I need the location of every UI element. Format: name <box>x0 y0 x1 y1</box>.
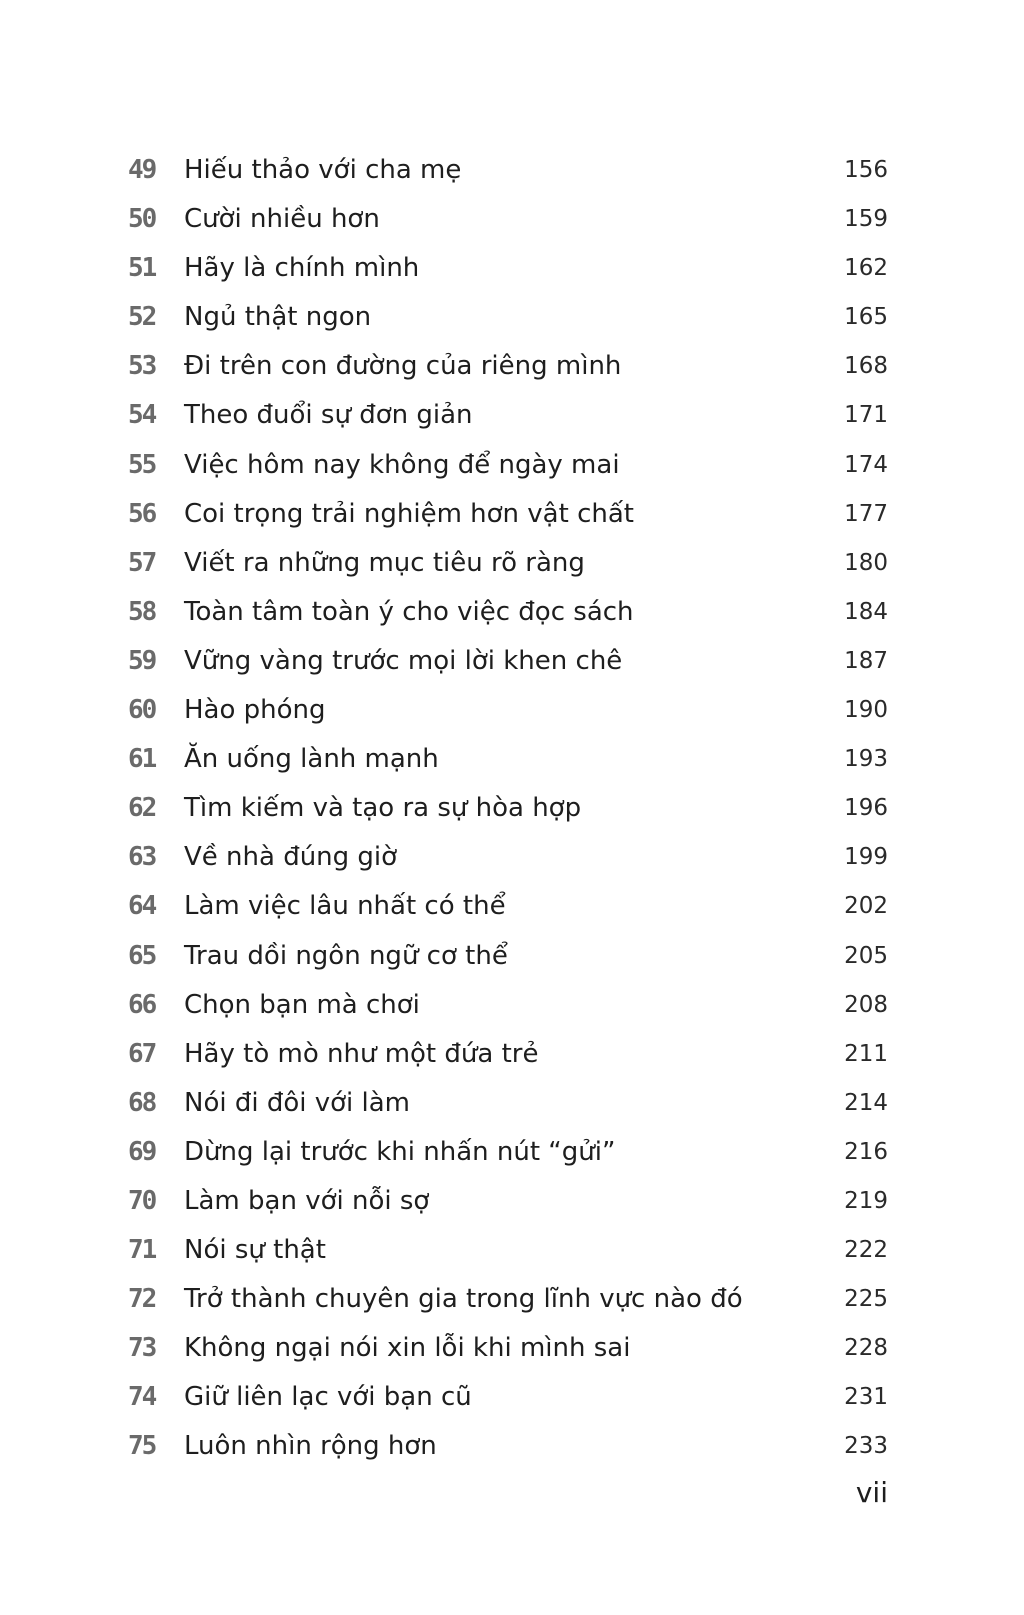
chapter-number: 50 <box>128 204 156 235</box>
toc-entry <box>128 882 888 931</box>
toc-entry <box>128 932 888 981</box>
chapter-title: Luôn nhìn rộng hơn <box>184 1431 437 1462</box>
chapter-title: Trau dồi ngôn ngữ cơ thể <box>184 940 508 971</box>
chapter-page-number: 211 <box>844 1040 888 1067</box>
chapter-number: 55 <box>128 449 156 480</box>
chapter-number: 68 <box>128 1087 156 1118</box>
chapter-page-number: 222 <box>844 1237 888 1264</box>
toc-entry <box>128 441 888 490</box>
toc-entry <box>128 735 888 784</box>
chapter-title: Trở thành chuyên gia trong lĩnh vực nào đó <box>184 1284 743 1315</box>
chapter-page-number: 162 <box>844 255 888 282</box>
chapter-page-number: 231 <box>844 1384 888 1411</box>
chapter-number: 49 <box>128 155 156 185</box>
chapter-page-number: 225 <box>844 1286 888 1313</box>
chapter-number: 53 <box>128 351 156 382</box>
chapter-title: Nói sự thật <box>184 1235 326 1266</box>
chapter-title: Cười nhiều hơn <box>184 204 380 235</box>
chapter-title: Hào phóng <box>184 695 326 726</box>
chapter-number: 66 <box>128 989 156 1020</box>
chapter-number: 57 <box>128 547 156 578</box>
chapter-page-number: 171 <box>844 402 888 429</box>
chapter-page-number: 184 <box>844 598 888 625</box>
toc-entry <box>128 1226 888 1275</box>
chapter-number: 64 <box>128 891 156 922</box>
toc-entry <box>128 1128 888 1177</box>
chapter-page-number: 177 <box>844 500 888 527</box>
toc-entry <box>128 686 888 735</box>
chapter-page-number: 159 <box>844 206 888 233</box>
chapter-number: 63 <box>128 842 156 873</box>
chapter-page-number: 187 <box>844 647 888 674</box>
chapter-title: Dừng lại trước khi nhấn nút “gửi” <box>184 1136 616 1167</box>
chapter-number: 52 <box>128 302 156 333</box>
chapter-page-number: 205 <box>844 942 888 969</box>
chapter-page-number: 233 <box>844 1433 888 1460</box>
chapter-page-number: 208 <box>844 991 888 1018</box>
chapter-title: Ăn uống lành mạnh <box>184 744 439 775</box>
chapter-number: 54 <box>128 400 156 431</box>
chapter-number: 75 <box>128 1431 156 1462</box>
chapter-number: 65 <box>128 940 156 971</box>
chapter-title: Về nhà đúng giờ <box>184 842 398 873</box>
toc-entry <box>128 490 888 539</box>
chapter-number: 74 <box>128 1382 156 1413</box>
toc-entry <box>128 342 888 391</box>
chapter-title: Viết ra những mục tiêu rõ ràng <box>184 547 585 578</box>
toc-entry <box>128 391 888 440</box>
page-number: vii <box>855 1476 888 1509</box>
chapter-page-number: 174 <box>844 451 888 478</box>
chapter-number: 56 <box>128 498 156 529</box>
chapter-number: 67 <box>128 1038 156 1069</box>
toc-entry <box>128 833 888 882</box>
chapter-page-number: 180 <box>844 549 888 576</box>
toc-entry <box>128 1275 888 1324</box>
toc-entry <box>128 637 888 686</box>
chapter-title: Nói đi đôi với làm <box>184 1087 411 1118</box>
toc-entry <box>128 146 888 195</box>
chapter-number: 72 <box>128 1284 156 1315</box>
chapter-title: Ngủ thật ngon <box>184 302 372 333</box>
chapter-title: Làm việc lâu nhất có thể <box>184 891 506 922</box>
chapter-page-number: 165 <box>844 304 888 331</box>
chapter-title: Tìm kiếm và tạo ra sự hòa hợp <box>184 793 582 824</box>
toc-entry <box>128 1373 888 1422</box>
chapter-page-number: 228 <box>844 1335 888 1362</box>
chapter-page-number: 190 <box>844 697 888 724</box>
chapter-title: Đi trên con đường của riêng mình <box>184 351 622 382</box>
chapter-title: Coi trọng trải nghiệm hơn vật chất <box>184 498 634 529</box>
toc-entry <box>128 1422 888 1471</box>
chapter-title: Giữ liên lạc với bạn cũ <box>184 1382 472 1413</box>
chapter-number: 58 <box>128 596 156 627</box>
chapter-title: Toàn tâm toàn ý cho việc đọc sách <box>184 596 634 627</box>
toc-entry <box>128 784 888 833</box>
chapter-page-number: 196 <box>844 795 888 822</box>
chapter-title: Chọn bạn mà chơi <box>184 989 420 1020</box>
chapter-title: Việc hôm nay không để ngày mai <box>184 449 620 480</box>
toc-entry <box>128 1079 888 1128</box>
chapter-page-number: 199 <box>844 844 888 871</box>
toc-entry <box>128 195 888 244</box>
toc-entry <box>128 1030 888 1079</box>
toc-entry <box>128 1177 888 1226</box>
chapter-title: Hiếu thảo với cha mẹ <box>184 155 462 185</box>
chapter-number: 60 <box>128 695 156 726</box>
toc-entry <box>128 244 888 293</box>
chapter-page-number: 193 <box>844 746 888 773</box>
chapter-page-number: 202 <box>844 893 888 920</box>
chapter-title: Làm bạn với nỗi sợ <box>184 1185 430 1216</box>
chapter-page-number: 168 <box>844 353 888 380</box>
toc-entry <box>128 981 888 1030</box>
chapter-page-number: 219 <box>844 1187 888 1214</box>
chapter-title: Theo đuổi sự đơn giản <box>184 400 473 431</box>
toc-entry <box>128 588 888 637</box>
chapter-number: 59 <box>128 645 156 676</box>
table-of-contents <box>128 146 888 1472</box>
chapter-number: 73 <box>128 1333 156 1364</box>
chapter-number: 69 <box>128 1136 156 1167</box>
toc-entry <box>128 1324 888 1373</box>
chapter-number: 61 <box>128 744 156 775</box>
chapter-page-number: 156 <box>844 157 888 183</box>
chapter-page-number: 216 <box>844 1138 888 1165</box>
chapter-number: 71 <box>128 1235 156 1266</box>
chapter-number: 62 <box>128 793 156 824</box>
chapter-page-number: 214 <box>844 1089 888 1116</box>
chapter-title: Hãy là chính mình <box>184 253 420 284</box>
chapter-title: Hãy tò mò như một đứa trẻ <box>184 1038 539 1069</box>
chapter-number: 51 <box>128 253 156 284</box>
toc-entry <box>128 539 888 588</box>
toc-entry <box>128 293 888 342</box>
chapter-title: Vững vàng trước mọi lời khen chê <box>184 645 623 676</box>
chapter-title: Không ngại nói xin lỗi khi mình sai <box>184 1333 631 1364</box>
chapter-number: 70 <box>128 1185 156 1216</box>
